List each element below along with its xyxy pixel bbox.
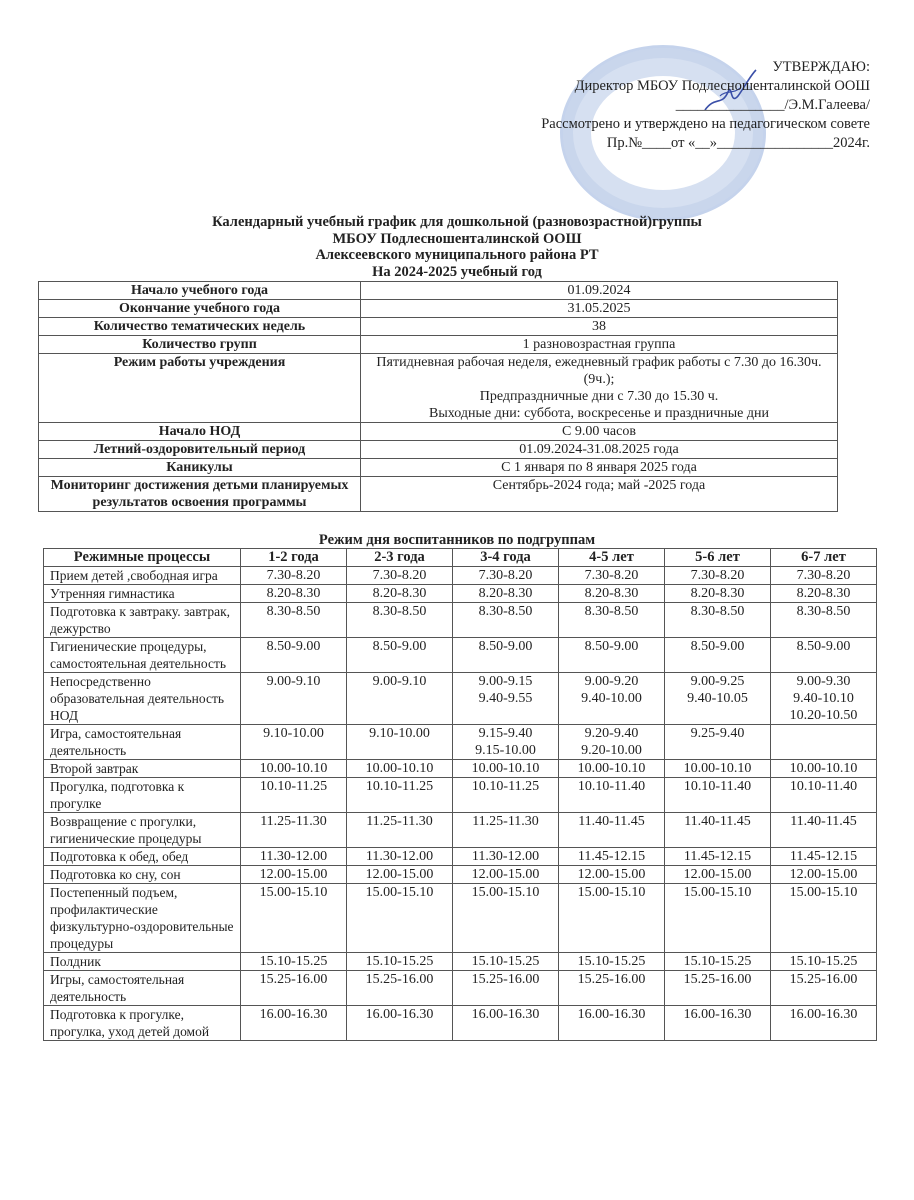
- process-name: Полдник: [44, 953, 241, 971]
- time-cell: [559, 953, 665, 971]
- info-value-line: 1 разновозрастная группа: [522, 337, 676, 352]
- info-value-line: 31.05.2025: [567, 301, 631, 316]
- time-range: 16.00-16.30: [365, 1007, 434, 1022]
- protocol-line: Пр.№____от «__»________________2024г.: [606, 135, 870, 151]
- time-cell: [665, 971, 771, 1006]
- info-value-line: Предпраздничные дни с 7.30 до 15.30 ч.: [479, 389, 719, 404]
- info-row: [39, 459, 838, 477]
- time-range: 8.30-8.50: [690, 604, 745, 619]
- info-key: Количество групп: [39, 336, 361, 354]
- header-age-group: 1-2 года: [241, 549, 347, 567]
- time-range: 15.00-15.10: [789, 885, 858, 900]
- time-range: 10.00-10.10: [683, 761, 752, 776]
- time-range: 15.25-16.00: [683, 972, 752, 987]
- time-range: 7.30-8.20: [266, 568, 321, 583]
- time-cell: [771, 778, 877, 813]
- schedule-row: [44, 813, 877, 848]
- time-cell: [665, 866, 771, 884]
- process-name: Подготовка ко сну, сон: [44, 866, 241, 884]
- time-cell: [241, 971, 347, 1006]
- process-name: Подготовка к обед, обед: [44, 848, 241, 866]
- time-range: 8.50-9.00: [796, 639, 851, 654]
- time-range: 7.30-8.20: [796, 568, 851, 583]
- info-key: Каникулы: [39, 459, 361, 477]
- info-row: [39, 336, 838, 354]
- time-cell: [453, 953, 559, 971]
- time-range: 11.40-11.45: [790, 814, 857, 829]
- time-cell: [453, 813, 559, 848]
- time-range: 12.00-15.00: [259, 867, 328, 882]
- time-range: 8.30-8.50: [478, 604, 533, 619]
- time-range: 8.20-8.30: [478, 586, 533, 601]
- time-range: 9.40-9.55: [478, 691, 533, 706]
- council-line: Рассмотрено и утверждено на педагогическом совете: [541, 116, 870, 132]
- time-cell: [771, 971, 877, 1006]
- time-cell: [453, 884, 559, 953]
- time-cell: [453, 760, 559, 778]
- time-range: 8.20-8.30: [266, 586, 321, 601]
- time-cell: [665, 884, 771, 953]
- time-range: 11.25-11.30: [366, 814, 433, 829]
- info-value: [361, 423, 838, 441]
- info-key: Начало НОД: [39, 423, 361, 441]
- time-range: 10.00-10.10: [577, 761, 646, 776]
- time-range: 9.20-10.00: [581, 743, 642, 758]
- time-range: 15.00-15.10: [259, 885, 328, 900]
- schedule-row: [44, 638, 877, 673]
- time-cell: [453, 603, 559, 638]
- time-range: 8.20-8.30: [796, 586, 851, 601]
- info-row: [39, 318, 838, 336]
- title-line-1: Календарный учебный график для дошкольной (разновозрастной)группы: [212, 214, 702, 230]
- time-range: 9.40-10.00: [581, 691, 642, 706]
- info-key: Мониторинг достижения детьми планируемых результатов освоения программы: [39, 477, 361, 512]
- info-value-line: Выходные дни: суббота, воскресенье и праздничные дни: [429, 406, 769, 421]
- time-cell: [559, 585, 665, 603]
- info-value: [361, 441, 838, 459]
- time-range: 15.25-16.00: [259, 972, 328, 987]
- info-key: Окончание учебного года: [39, 300, 361, 318]
- time-cell: [241, 585, 347, 603]
- time-range: 8.50-9.00: [478, 639, 533, 654]
- time-range: 10.00-10.10: [259, 761, 328, 776]
- schedule-row: [44, 884, 877, 953]
- schedule-row: [44, 603, 877, 638]
- approval-block: [541, 58, 870, 153]
- schedule-row: [44, 567, 877, 585]
- info-value: [361, 354, 838, 423]
- info-value-line: 01.09.2024: [567, 283, 631, 298]
- time-range: 8.50-9.00: [690, 639, 745, 654]
- time-range: 7.30-8.20: [478, 568, 533, 583]
- time-cell: [347, 725, 453, 760]
- time-range: 15.00-15.10: [471, 885, 540, 900]
- time-range: 8.50-9.00: [266, 639, 321, 654]
- time-cell: [347, 638, 453, 673]
- info-value-line: С 1 января по 8 января 2025 года: [501, 460, 697, 475]
- time-cell: [241, 673, 347, 725]
- time-cell: [453, 971, 559, 1006]
- info-row: [39, 354, 838, 423]
- time-cell: [347, 953, 453, 971]
- schedule-table: [43, 548, 877, 1041]
- time-range: 8.30-8.50: [584, 604, 639, 619]
- time-cell: [453, 1006, 559, 1041]
- schedule-title: Режим дня воспитанников по подгруппам: [318, 532, 596, 548]
- time-cell: [559, 866, 665, 884]
- time-range: 15.25-16.00: [577, 972, 646, 987]
- time-cell: [241, 1006, 347, 1041]
- time-range: 10.10-11.25: [259, 779, 328, 794]
- process-name: Второй завтрак: [44, 760, 241, 778]
- time-cell: [771, 725, 877, 760]
- time-range: 11.30-12.00: [365, 849, 434, 864]
- info-key: Летний-оздоровительный период: [39, 441, 361, 459]
- process-name: Непосредственно образовательная деятельность НОД: [44, 673, 241, 725]
- header-age-group: 2-3 года: [347, 549, 453, 567]
- document-title: [0, 214, 914, 280]
- time-cell: [665, 953, 771, 971]
- time-cell: [241, 725, 347, 760]
- info-value-line: С 9.00 часов: [562, 424, 636, 439]
- time-range: 9.15-10.00: [475, 743, 536, 758]
- info-row: [39, 477, 838, 512]
- time-range: 10.10-11.25: [471, 779, 540, 794]
- info-value: [361, 477, 838, 512]
- time-range: 15.00-15.10: [365, 885, 434, 900]
- time-cell: [771, 673, 877, 725]
- time-range: 11.40-11.45: [684, 814, 751, 829]
- time-range: 11.30-12.00: [471, 849, 540, 864]
- time-range: 15.00-15.10: [577, 885, 646, 900]
- time-cell: [771, 603, 877, 638]
- time-cell: [241, 866, 347, 884]
- info-row: [39, 441, 838, 459]
- time-cell: [347, 813, 453, 848]
- time-range: 10.10-11.40: [789, 779, 858, 794]
- info-key: Начало учебного года: [39, 282, 361, 300]
- time-range: 12.00-15.00: [365, 867, 434, 882]
- schedule-row: [44, 953, 877, 971]
- time-range: 10.20-10.50: [789, 708, 858, 723]
- time-range: 7.30-8.20: [584, 568, 639, 583]
- time-range: 15.10-15.25: [365, 954, 434, 969]
- time-cell: [559, 1006, 665, 1041]
- schedule-row: [44, 1006, 877, 1041]
- time-cell: [241, 760, 347, 778]
- time-cell: [241, 953, 347, 971]
- time-range: 8.30-8.50: [266, 604, 321, 619]
- time-cell: [453, 866, 559, 884]
- time-cell: [241, 567, 347, 585]
- time-cell: [453, 848, 559, 866]
- time-range: 16.00-16.30: [789, 1007, 858, 1022]
- time-cell: [665, 760, 771, 778]
- process-name: Прогулка, подготовка к прогулке: [44, 778, 241, 813]
- schedule-row: [44, 585, 877, 603]
- time-range: 9.20-9.40: [584, 726, 639, 741]
- time-cell: [559, 884, 665, 953]
- time-range: 16.00-16.30: [471, 1007, 540, 1022]
- time-range: 15.25-16.00: [471, 972, 540, 987]
- time-cell: [453, 673, 559, 725]
- info-value-line: Пятидневная рабочая неделя, ежедневный график работы с 7.30 до 16.30ч.(9ч.);: [376, 355, 822, 387]
- time-cell: [665, 673, 771, 725]
- time-range: 15.25-16.00: [365, 972, 434, 987]
- time-range: 11.30-12.00: [259, 849, 328, 864]
- time-range: 7.30-8.20: [690, 568, 745, 583]
- time-cell: [559, 778, 665, 813]
- info-row: [39, 423, 838, 441]
- time-cell: [347, 971, 453, 1006]
- info-table: [38, 281, 838, 512]
- time-cell: [771, 866, 877, 884]
- time-cell: [771, 953, 877, 971]
- info-row: [39, 300, 838, 318]
- time-range: 10.00-10.10: [789, 761, 858, 776]
- header-age-group: 6-7 лет: [771, 549, 877, 567]
- schedule-row: [44, 673, 877, 725]
- header-age-group: 5-6 лет: [665, 549, 771, 567]
- time-cell: [453, 638, 559, 673]
- schedule-row: [44, 760, 877, 778]
- time-cell: [347, 760, 453, 778]
- time-range: 15.10-15.25: [577, 954, 646, 969]
- time-range: 9.00-9.15: [478, 674, 533, 689]
- title-line-2: МБОУ Подлесношенталинской ООШ: [332, 230, 582, 247]
- process-name: Подготовка к завтраку. завтрак, дежурство: [44, 603, 241, 638]
- time-cell: [771, 638, 877, 673]
- time-cell: [665, 638, 771, 673]
- time-range: 9.40-10.05: [687, 691, 748, 706]
- time-cell: [241, 638, 347, 673]
- time-range: 10.00-10.10: [365, 761, 434, 776]
- time-cell: [347, 603, 453, 638]
- time-cell: [347, 778, 453, 813]
- time-cell: [453, 725, 559, 760]
- process-name: Игры, самостоятельная деятельность: [44, 971, 241, 1006]
- time-range: 9.00-9.20: [584, 674, 639, 689]
- process-name: Игра, самостоятельная деятельность: [44, 725, 241, 760]
- process-name: Гигиенические процедуры, самостоятельная деятельность: [44, 638, 241, 673]
- time-cell: [559, 567, 665, 585]
- director-line: Директор МБОУ Подлесношенталинской ООШ: [574, 78, 870, 94]
- time-range: 11.40-11.45: [578, 814, 645, 829]
- time-cell: [771, 813, 877, 848]
- time-cell: [771, 760, 877, 778]
- schedule-header-row: [44, 549, 877, 567]
- time-range: 8.30-8.50: [796, 604, 851, 619]
- time-range: 10.10-11.40: [683, 779, 752, 794]
- time-cell: [559, 673, 665, 725]
- time-cell: [559, 638, 665, 673]
- info-key: Количество тематических недель: [39, 318, 361, 336]
- time-cell: [241, 813, 347, 848]
- time-range: 8.20-8.30: [372, 586, 427, 601]
- time-range: 9.00-9.10: [372, 674, 427, 689]
- info-key: Режим работы учреждения: [39, 354, 361, 423]
- time-cell: [347, 1006, 453, 1041]
- time-cell: [559, 725, 665, 760]
- time-range: 15.10-15.25: [471, 954, 540, 969]
- time-range: 7.30-8.20: [372, 568, 427, 583]
- time-range: 9.00-9.30: [796, 674, 851, 689]
- time-range: 10.10-11.40: [577, 779, 646, 794]
- time-range: 10.10-11.25: [365, 779, 434, 794]
- time-cell: [347, 585, 453, 603]
- time-range: 16.00-16.30: [259, 1007, 328, 1022]
- process-name: Возвращение с прогулки, гигиенические процедуры: [44, 813, 241, 848]
- time-cell: [665, 1006, 771, 1041]
- time-range: 9.10-10.00: [263, 726, 324, 741]
- time-cell: [241, 848, 347, 866]
- time-cell: [559, 813, 665, 848]
- time-cell: [665, 778, 771, 813]
- signature-line: _______________/Э.М.Галеева/: [675, 97, 870, 113]
- info-value: [361, 318, 838, 336]
- time-cell: [347, 884, 453, 953]
- time-cell: [559, 760, 665, 778]
- time-cell: [559, 603, 665, 638]
- time-cell: [453, 567, 559, 585]
- time-cell: [665, 813, 771, 848]
- info-value-line: 38: [592, 319, 606, 334]
- schedule-row: [44, 848, 877, 866]
- time-range: 8.20-8.30: [584, 586, 639, 601]
- time-range: 15.00-15.10: [683, 885, 752, 900]
- info-value-line: 01.09.2024-31.08.2025 года: [519, 442, 679, 457]
- time-cell: [347, 673, 453, 725]
- time-range: 12.00-15.00: [683, 867, 752, 882]
- time-range: 15.25-16.00: [789, 972, 858, 987]
- time-cell: [453, 778, 559, 813]
- time-range: 16.00-16.30: [683, 1007, 752, 1022]
- time-range: 11.45-12.15: [577, 849, 646, 864]
- time-range: 9.10-10.00: [369, 726, 430, 741]
- process-name: Постепенный подъем, профилактические физкультурно-оздоровительные процедуры: [44, 884, 241, 953]
- time-range: 11.45-12.15: [683, 849, 752, 864]
- process-name: Прием детей ,свободная игра: [44, 567, 241, 585]
- time-cell: [665, 848, 771, 866]
- time-cell: [347, 567, 453, 585]
- time-cell: [771, 585, 877, 603]
- info-value: [361, 282, 838, 300]
- time-cell: [771, 567, 877, 585]
- time-range: 12.00-15.00: [471, 867, 540, 882]
- time-range: 9.15-9.40: [478, 726, 533, 741]
- time-range: 11.25-11.30: [260, 814, 327, 829]
- time-cell: [665, 725, 771, 760]
- time-range: 12.00-15.00: [577, 867, 646, 882]
- header-age-group: 4-5 лет: [559, 549, 665, 567]
- time-range: 8.50-9.00: [584, 639, 639, 654]
- header-process: Режимные процессы: [44, 549, 241, 567]
- time-range: 9.25-9.40: [690, 726, 745, 741]
- time-cell: [665, 567, 771, 585]
- time-range: 8.20-8.30: [690, 586, 745, 601]
- time-range: 9.40-10.10: [793, 691, 854, 706]
- time-range: 11.45-12.15: [789, 849, 858, 864]
- time-range: 9.00-9.10: [266, 674, 321, 689]
- time-cell: [559, 971, 665, 1006]
- process-name: Подготовка к прогулке, прогулка, уход детей домой: [44, 1006, 241, 1041]
- time-range: 15.10-15.25: [683, 954, 752, 969]
- time-range: 8.30-8.50: [372, 604, 427, 619]
- info-value-line: Сентябрь-2024 года; май -2025 года: [492, 478, 706, 493]
- time-range: 16.00-16.30: [577, 1007, 646, 1022]
- time-cell: [347, 866, 453, 884]
- time-range: 9.00-9.25: [690, 674, 745, 689]
- time-range: 12.00-15.00: [789, 867, 858, 882]
- time-cell: [241, 603, 347, 638]
- info-row: [39, 282, 838, 300]
- schedule-row: [44, 725, 877, 760]
- time-cell: [771, 848, 877, 866]
- time-cell: [241, 884, 347, 953]
- time-cell: [241, 778, 347, 813]
- time-cell: [665, 585, 771, 603]
- time-cell: [559, 848, 665, 866]
- process-name: Утренняя гимнастика: [44, 585, 241, 603]
- title-line-3: Алексеевского муниципального района РТ: [315, 247, 599, 263]
- time-cell: [665, 603, 771, 638]
- time-range: 15.10-15.25: [789, 954, 858, 969]
- time-range: 10.00-10.10: [471, 761, 540, 776]
- schedule-row: [44, 866, 877, 884]
- title-line-4: На 2024-2025 учебный год: [372, 263, 542, 280]
- time-range: 15.10-15.25: [259, 954, 328, 969]
- info-value: [361, 300, 838, 318]
- info-value: [361, 336, 838, 354]
- schedule-row: [44, 778, 877, 813]
- time-cell: [347, 848, 453, 866]
- info-value: [361, 459, 838, 477]
- header-age-group: 3-4 года: [453, 549, 559, 567]
- schedule-row: [44, 971, 877, 1006]
- time-range: 8.50-9.00: [372, 639, 427, 654]
- time-cell: [771, 1006, 877, 1041]
- time-range: 11.25-11.30: [472, 814, 539, 829]
- time-cell: [453, 585, 559, 603]
- time-cell: [771, 884, 877, 953]
- approve-label: УТВЕРЖДАЮ:: [772, 59, 870, 75]
